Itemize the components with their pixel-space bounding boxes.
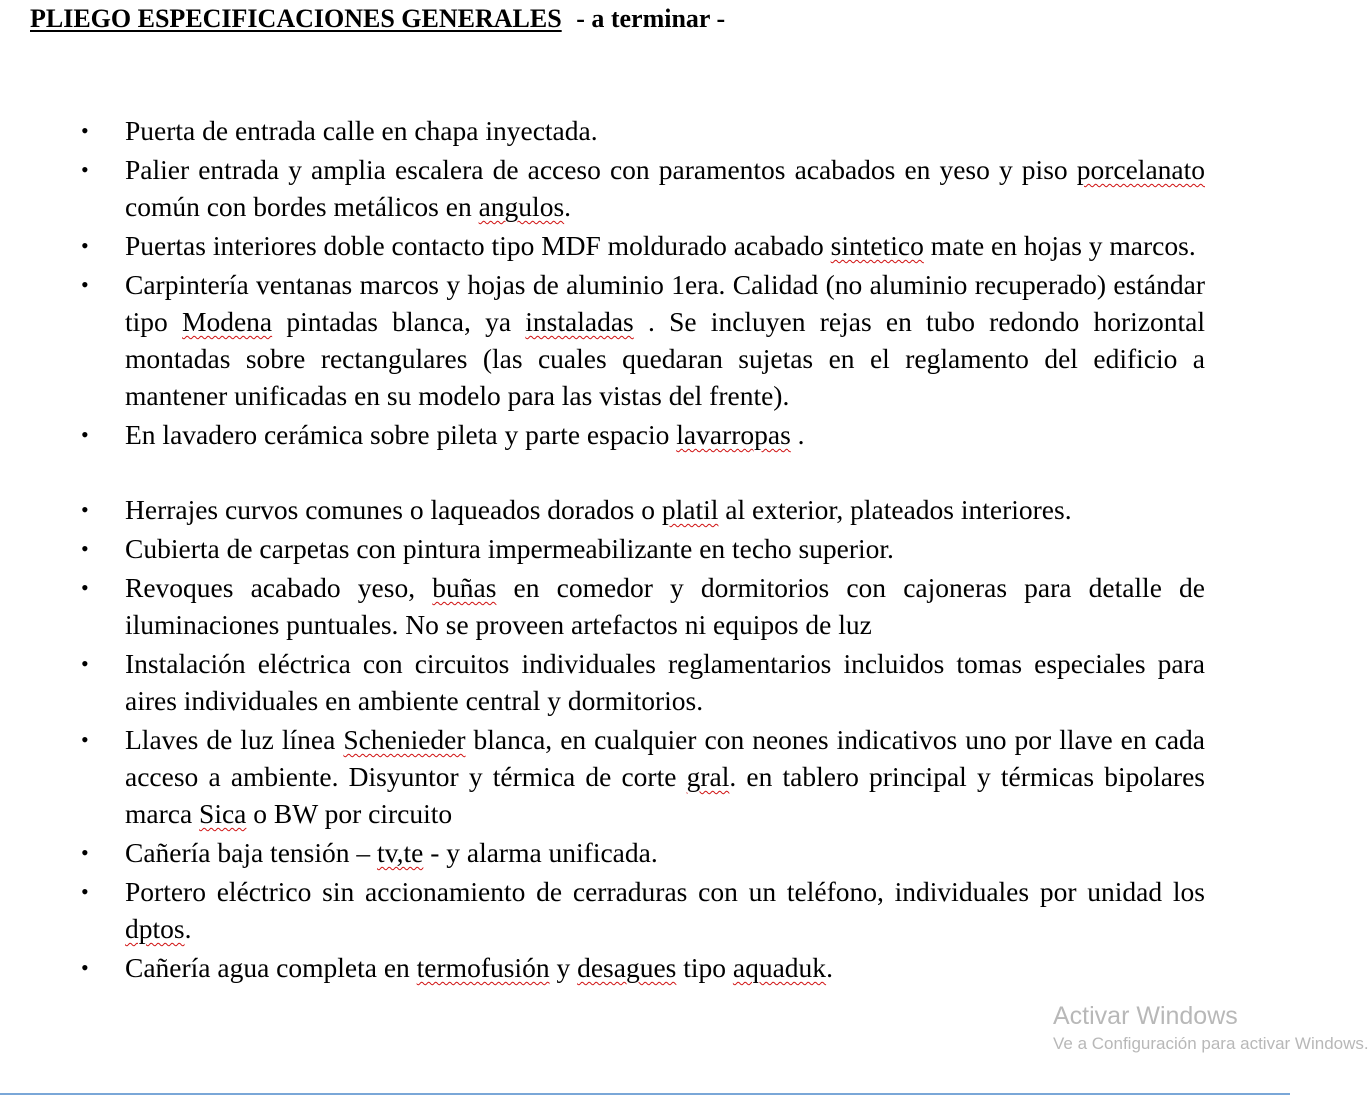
spec-text: Herrajes curvos comunes o laqueados dorados o [125,494,662,525]
spec-item [81,834,1205,871]
bullet-icon: • [81,536,89,561]
spec-text: Puerta de entrada calle en chapa inyectada. [125,115,598,146]
spellcheck-flagged-word: aquaduk [732,952,827,983]
spellcheck-flagged-word: Sica [199,798,247,829]
spec-item [81,416,1205,453]
spec-item [81,491,1205,528]
spec-text: Cubierta de carpetas con pintura impermeabilizante en techo superior. [125,533,894,564]
bullet-icon: • [81,422,89,447]
spec-item [81,569,1205,643]
spec-text: Cañería agua completa en [125,952,417,983]
spellcheck-flagged-word: sintetico [830,230,924,261]
spec-text: Revoques acabado yeso, [125,572,433,603]
spellcheck-flagged-word: angulos [478,191,565,222]
spec-text: Instalación eléctrica con circuitos individuales reglamentarios incluidos tomas especiales para aires individuales en ambiente central y dormitorios. [125,648,1205,716]
bullet-icon: • [81,651,89,676]
spec-text: tipo [676,952,733,983]
spec-item [81,721,1206,832]
spec-text: al exterior, plateados interiores. [718,494,1072,525]
spellcheck-flagged-word: lavarropas [676,419,791,450]
bullet-icon: • [81,118,89,143]
spec-item [81,227,1205,264]
spec-text: en comedor y dormitorios con cajoneras para detalle de iluminaciones puntuales. No se proveen artefactos ni equipos de luz [125,572,1205,640]
bullet-icon: • [81,233,89,258]
spec-text: . [184,913,192,944]
spellcheck-flagged-word: dptos [125,913,185,944]
spec-text: mate en hojas y marcos. [923,230,1196,261]
bullet-icon: • [81,575,89,600]
spec-item [81,112,1205,149]
bullet-icon: • [81,497,89,522]
bullet-icon: • [81,727,89,752]
spec-item [81,151,1205,225]
spec-text: . [564,191,572,222]
spellcheck-flagged-word: porcelanato [1076,154,1205,185]
spec-text: Carpintería ventanas marcos y hojas de aluminio 1era. Calidad (no aluminio recuperado) estándar tipo [125,269,1205,337]
spec-text: . Se incluyen rejas en tubo redondo horizontal montadas sobre rectangulares (las cuales quedaran sujetas en el reglamento del edificio a mantener unificadas en su modelo para las vistas del frente). [125,306,1206,411]
activation-watermark [1053,1000,1369,1056]
spellcheck-flagged-word: termofusión [416,952,550,983]
page-title: PLIEGO ESPECIFICACIONES GENERALES [30,4,562,33]
spellcheck-flagged-word: buñas [432,572,497,603]
window-bottom-edge [0,1093,1290,1095]
bullet-icon: • [81,272,89,297]
watermark-subtitle: Ve a Configuración para activar Windows. [1053,1034,1369,1053]
spec-text: Portero eléctrico sin accionamiento de cerraduras con un teléfono, individuales por unidad los [125,876,1205,907]
spellcheck-flagged-word: desagues [577,952,677,983]
spec-text: Llaves de luz línea [125,724,344,755]
spec-text: . [826,952,833,983]
specification-list [81,112,1206,988]
page-subtitle: - a terminar - [576,4,726,33]
spellcheck-flagged-word: platil [661,494,719,525]
spellcheck-flagged-word: tv,te [377,837,424,868]
spec-item [81,266,1206,414]
bullet-icon: • [81,879,89,904]
spellcheck-flagged-word: Schenieder [343,724,466,755]
bullet-icon: • [81,840,89,865]
spec-text: - y alarma unificada. [423,837,658,868]
watermark-title: Activar Windows [1053,1002,1238,1030]
spec-item [81,645,1205,719]
spellcheck-flagged-word: gral [686,761,730,792]
spec-text: Palier entrada y amplia escalera de acceso con paramentos acabados en yeso y piso [125,154,1077,185]
spec-item [81,949,1205,986]
spec-text: o BW por circuito [246,798,453,829]
bullet-icon: • [81,955,89,980]
bullet-icon: • [81,157,89,182]
spec-item [81,530,1205,567]
spec-text: pintadas blanca, ya [272,306,526,337]
spec-text: . en tablero principal y térmicas bipolares marca [125,761,1206,829]
spec-text: Puertas interiores doble contacto tipo MDF moldurado acabado [125,230,831,261]
spec-text: blanca, en cualquier con neones indicativos uno por llave en cada acceso a ambiente. Disyuntor y térmica de corte [125,724,1206,792]
spec-text: Cañería baja tensión – [125,837,377,868]
spec-text: . [790,419,805,450]
spec-text: común con bordes metálicos en [125,191,479,222]
spellcheck-flagged-word: instaladas [525,306,634,337]
spellcheck-flagged-word: Modena [182,306,273,337]
spec-item [81,873,1205,947]
spec-text: y [549,952,578,983]
spec-text: En lavadero cerámica sobre pileta y parte espacio [125,419,677,450]
page-header [30,4,725,34]
